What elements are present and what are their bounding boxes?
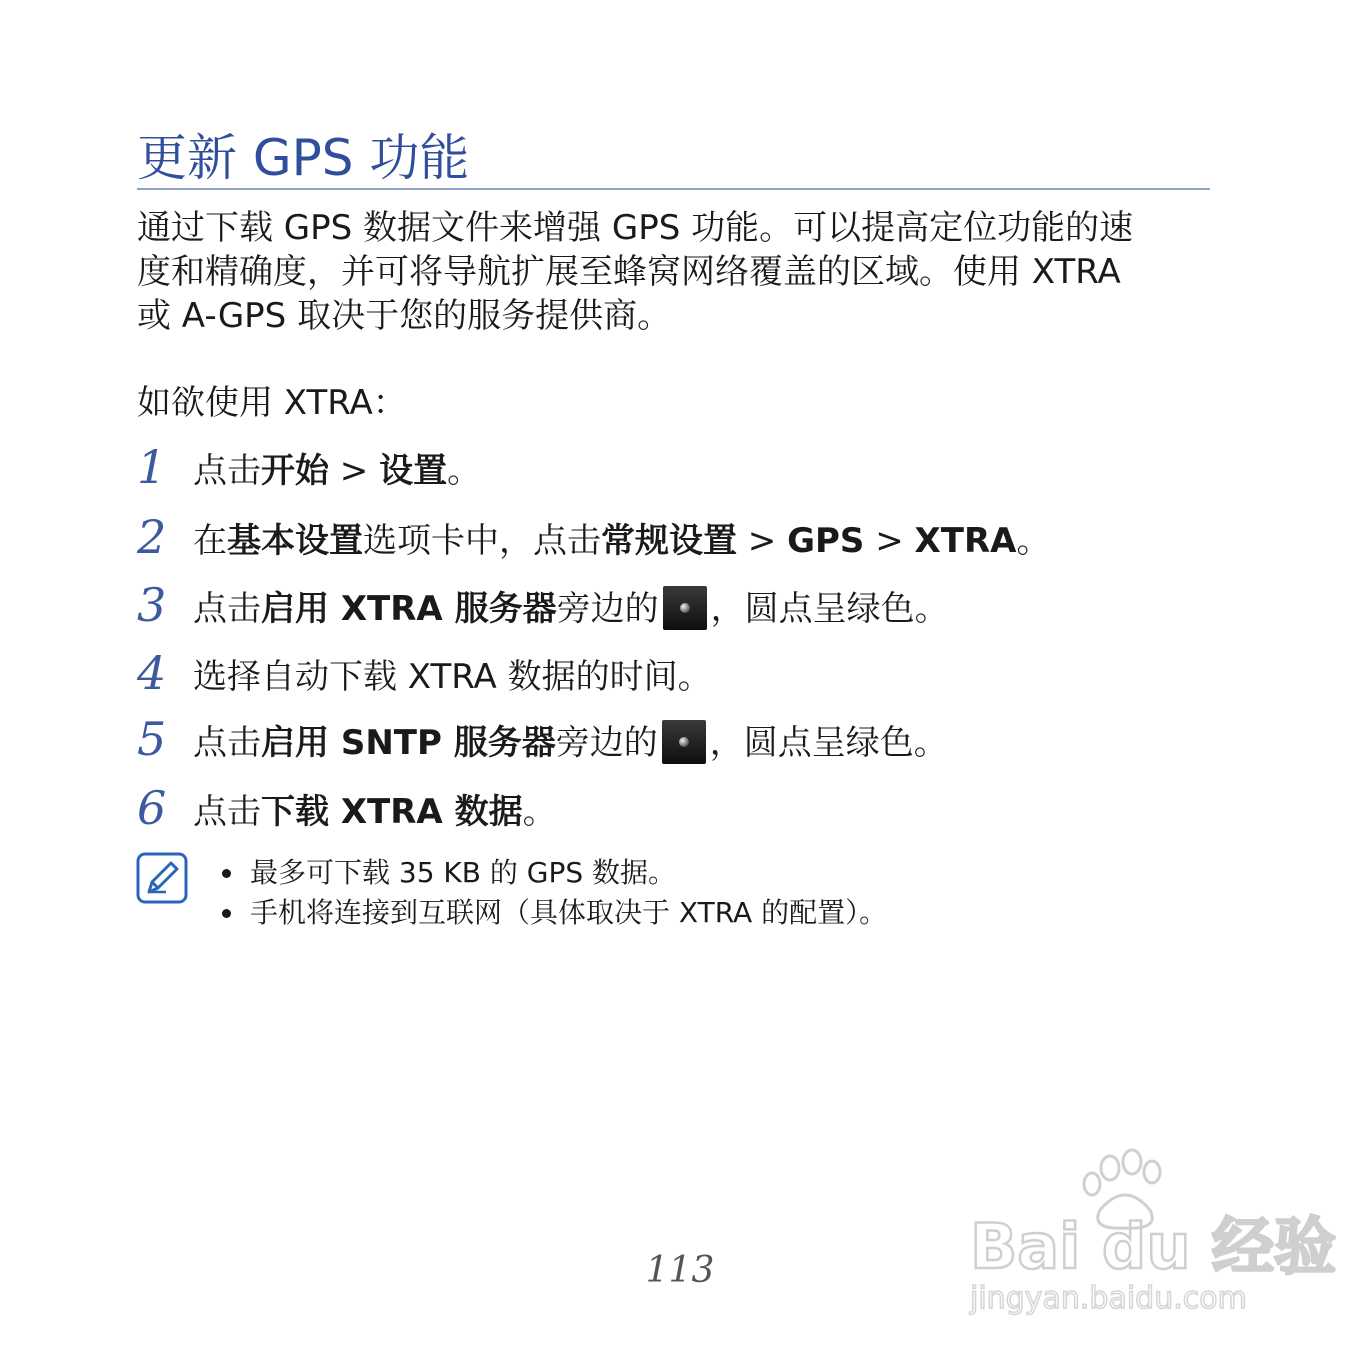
step-2 (137, 510, 1287, 566)
note-item: 手机将连接到互联网（具体取决于 XTRA 的配置）。 (218, 893, 887, 933)
intro-line: 通过下载 GPS 数据文件来增强 GPS 功能。可以提高定位功能的速 (137, 208, 1134, 248)
step-6 (137, 781, 1287, 837)
page-number: 113 (645, 1250, 715, 1291)
step-4 (137, 646, 1287, 702)
step-number: 2 (137, 510, 167, 564)
step-text: 点击开始 > 设置。 (193, 451, 482, 491)
step-number: 6 (137, 781, 167, 835)
note-list (218, 853, 887, 933)
page-title: 更新 GPS 功能 (137, 129, 470, 187)
toggle-dot-icon (663, 586, 707, 630)
steps-lead: 如欲使用 XTRA： (137, 383, 407, 423)
intro-line: 或 A-GPS 取决于您的服务提供商。 (137, 296, 672, 336)
intro-line: 度和精确度，并可将导航扩展至蜂窝网络覆盖的区域。使用 XTRA (137, 252, 1121, 292)
note-pencil-icon (136, 852, 188, 904)
step-text: 点击启用 XTRA 服务器旁边的 ，圆点呈绿色。 (193, 584, 949, 634)
step-number: 4 (137, 646, 167, 700)
baidu-jingyan-watermark (960, 1150, 1337, 1320)
step-5 (137, 712, 1287, 768)
watermark-url: jingyan.baidu.com (970, 1281, 1247, 1316)
intro-paragraph (137, 206, 1227, 338)
step-number: 3 (137, 578, 167, 632)
step-text: 点击启用 SNTP 服务器旁边的 ，圆点呈绿色。 (193, 718, 948, 768)
step-number: 5 (137, 712, 167, 766)
step-number: 1 (137, 440, 167, 494)
step-text: 点击下载 XTRA 数据。 (193, 792, 557, 832)
step-text: 在基本设置选项卡中，点击常规设置 > GPS > XTRA。 (193, 521, 1051, 561)
note-item: 最多可下载 35 KB 的 GPS 数据。 (218, 853, 887, 893)
step-3 (137, 578, 1287, 634)
toggle-dot-icon (662, 720, 706, 764)
step-1 (137, 440, 1287, 496)
title-divider (137, 188, 1210, 190)
step-text: 选择自动下载 XTRA 数据的时间。 (193, 657, 712, 697)
watermark-brand: Bai du 经验 (970, 1210, 1337, 1283)
